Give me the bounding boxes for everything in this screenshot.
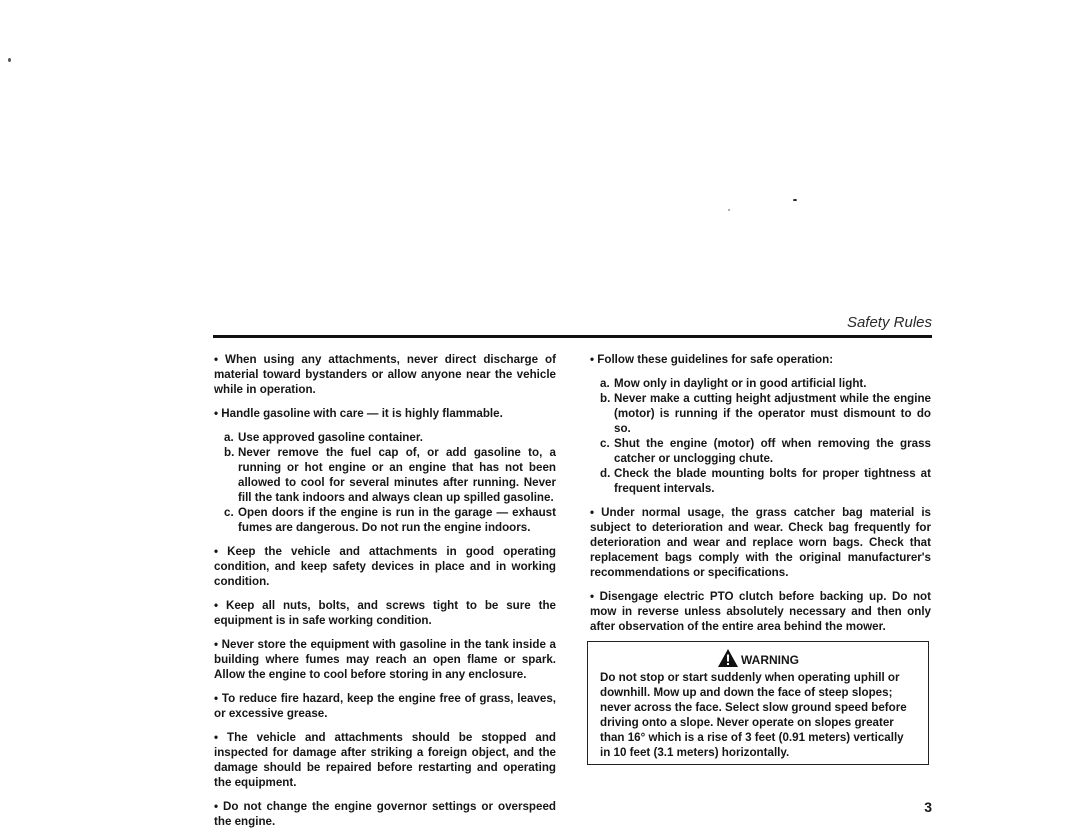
sub-list-item [590, 376, 931, 391]
sub-item-text: Mow only in daylight or in good artificial light. [614, 377, 867, 390]
header-rule [213, 335, 932, 338]
rule-paragraph: • Under normal usage, the grass catcher bag material is subject to deterioration and wear. Check bag frequently for deterioration and wear and replace worn bags. Check that replacement bags comply with the original manufacturer's recommendations or specifications. [590, 506, 931, 579]
rule-paragraph: • To reduce fire hazard, keep the engine free of grass, leaves, or excessive grease. [214, 692, 556, 720]
page-title: Safety Rules [846, 314, 932, 331]
warning-text: Do not stop or start suddenly when operating uphill or downhill. Mow up and down the face of steep slopes; never across the face. Select slow ground speed before driving onto a slope. Never operate on slopes greater than 16° which is a rise of 3 feet (0.91 meters) vertically in 10 feet (3.1 meters) horizontally. [600, 671, 907, 759]
sub-list-item [590, 391, 931, 436]
sub-item-letter: d. [600, 467, 611, 480]
warning-box [587, 641, 929, 765]
rule-paragraph: • Handle gasoline with care — it is highly flammable. [214, 407, 503, 420]
rule-paragraph: • The vehicle and attachments should be stopped and inspected for damage after striking a foreign object, and the damage should be repaired before restarting and operating the equipment. [214, 731, 556, 789]
sub-item-text: Use approved gasoline container. [238, 431, 423, 444]
sub-item-letter: b. [600, 392, 611, 405]
sub-item-letter: a. [600, 377, 610, 390]
sub-item-text: Open doors if the engine is run in the garage — exhaust fumes are dangerous. Do not run the engine indoors. [238, 506, 556, 534]
warning-header [588, 648, 928, 672]
sub-item-text: Check the blade mounting bolts for proper tightness at frequent intervals. [614, 467, 931, 495]
sub-list-item [214, 505, 556, 535]
rule-paragraph: • Disengage electric PTO clutch before backing up. Do not mow in reverse unless absolutely necessary and then only after observation of the entire area behind the mower. [590, 590, 931, 633]
sub-item-letter: c. [600, 437, 610, 450]
left-column [214, 352, 556, 838]
sub-list [590, 376, 931, 496]
sub-item-letter: a. [224, 431, 234, 444]
right-column [590, 352, 931, 643]
rule-paragraph: • Keep all nuts, bolts, and screws tight to be sure the equipment is in safe working condition. [214, 599, 556, 627]
warning-triangle-icon [717, 648, 739, 672]
sub-item-text: Shut the engine (motor) off when removing the grass catcher or unclogging chute. [614, 437, 931, 465]
rule-paragraph: • Do not change the engine governor settings or overspeed the engine. [214, 800, 556, 828]
rule-paragraph: • Keep the vehicle and attachments in good operating condition, and keep safety devices in place and in working condition. [214, 545, 556, 588]
scan-speck [728, 209, 730, 211]
page-number: 3 [924, 799, 932, 815]
sub-item-letter: b. [224, 446, 235, 459]
warning-label: WARNING [741, 652, 799, 667]
scan-speck [8, 58, 11, 62]
sub-list-item [214, 430, 556, 445]
sub-item-text: Never remove the fuel cap of, or add gasoline to, a running or hot engine or an engine that has not been allowed to cool for several minutes after running. Never fill the tank indoors and always clean up spilled gasoline. [238, 446, 556, 504]
sub-list-item [214, 445, 556, 505]
scan-speck [793, 199, 797, 201]
sub-list-item [590, 466, 931, 496]
rule-paragraph: • Follow these guidelines for safe operation: [590, 353, 834, 366]
sub-list-item [590, 436, 931, 466]
sub-item-letter: c. [224, 506, 234, 519]
rule-paragraph: • When using any attachments, never direct discharge of material toward bystanders or allow anyone near the vehicle while in operation. [214, 353, 556, 396]
sub-item-text: Never make a cutting height adjustment while the engine (motor) is running if the operator must dismount to do so. [614, 392, 931, 435]
sub-list [214, 430, 556, 535]
rule-paragraph: • Never store the equipment with gasoline in the tank inside a building where fumes may reach an open flame or spark. Allow the engine to cool before storing in any enclosure. [214, 638, 556, 681]
